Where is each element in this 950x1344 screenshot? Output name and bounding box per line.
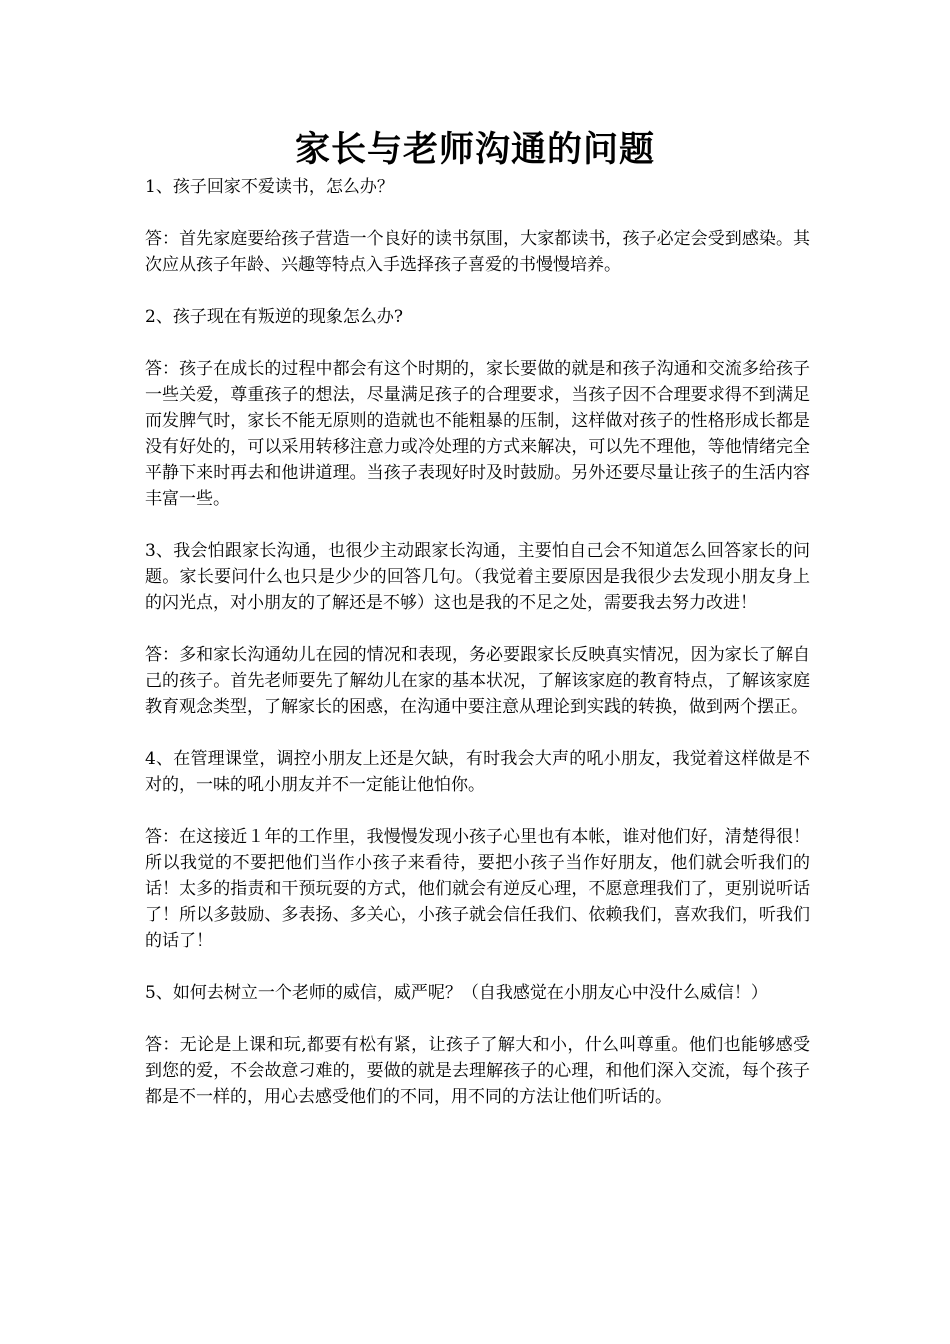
answer-2: 答：孩子在成长的过程中都会有这个时期的，家长要做的就是和孩子沟通和交流多给孩子一些关爱，尊重孩子的想法，尽量满足孩子的合理要求，当孩子因不合理要求得不到满足而发脾气时，家长不能无原则的造就也不能粗暴的压制，这样做对孩子的性格形成长都是没有好处的，可以采用转移注意力或冷处理的方式来解决，可以先不理他，等他情绪完全平静下来时再去和他讲道理。当孩子表现好时及时鼓励。另外还要尽量让孩子的生活内容丰富一些。 bbox=[145, 359, 810, 509]
document-title: 家长与老师沟通的问题 bbox=[294, 129, 655, 170]
answer-4: 答：在这接近１年的工作里，我慢慢发现小孩子心里也有本帐，谁对他们好，清楚得很！所以我觉的不要把他们当作小孩子来看待，要把小孩子当作好朋友，他们就会听我们的话！太多的指责和干预玩耍的方式，他们就会有逆反心理，不愿意理我们了，更别说听话了！所以多鼓励、多表扬、多关心，小孩子就会信任我们、依赖我们，喜欢我们，听我们的话了！ bbox=[145, 827, 810, 951]
paragraph-spacer bbox=[145, 200, 810, 226]
question-4: 4、在管理课堂，调控小朋友上还是欠缺，有时我会大声的吼小朋友，我觉着这样做是不对的，一味的吼小朋友并不一定能让他怕你。 bbox=[145, 749, 810, 795]
question-3: 3、我会怕跟家长沟通，也很少主动跟家长沟通，主要怕自己会不知道怎么回答家长的问题。家长要问什么也只是少少的回答几句。（我觉着主要原因是我很少去发现小朋友身上的闪光点，对小朋友的了解还是不够）这也是我的不足之处，需要我去努力改进！ bbox=[145, 541, 810, 613]
answer-3: 答：多和家长沟通幼儿在园的情况和表现，务必要跟家长反映真实情况，因为家长了解自己的孩子。首先老师要先了解幼儿在家的基本状况，了解该家庭的教育特点，了解该家庭教育观念类型，了解家长的困惑，在沟通中要注意从理论到实践的转换，做到两个摆正。 bbox=[145, 645, 810, 717]
paragraph-spacer bbox=[145, 278, 810, 304]
answer-1: 答：首先家庭要给孩子营造一个良好的读书氛围，大家都读书，孩子必定会受到感染。其次应从孩子年龄、兴趣等特点入手选择孩子喜爱的书慢慢培养。 bbox=[145, 229, 810, 275]
paragraph-spacer bbox=[145, 616, 810, 642]
question-1: 1、孩子回家不爱读书，怎么办？ bbox=[145, 177, 394, 197]
question-5: 5、如何去树立一个老师的威信，威严呢？（自我感觉在小朋友心中没什么威信！） bbox=[145, 983, 768, 1003]
question-2: 2、孩子现在有叛逆的现象怎么办? bbox=[145, 307, 403, 327]
paragraph-spacer bbox=[145, 798, 810, 824]
paragraph-spacer bbox=[145, 1006, 810, 1032]
document-page bbox=[145, 128, 810, 1110]
paragraph-spacer bbox=[145, 954, 810, 980]
answer-5: 答：无论是上课和玩,都要有松有紧，让孩子了解大和小，什么叫尊重。他们也能够感受到您的爱，不会故意刁难的，要做的就是去理解孩子的心理，和他们深入交流，每个孩子都是不一样的，用心去感受他们的不同，用不同的方法让他们听话的。 bbox=[145, 1035, 810, 1107]
paragraph-spacer bbox=[145, 330, 810, 356]
paragraph-spacer bbox=[145, 512, 810, 538]
paragraph-spacer bbox=[145, 720, 810, 746]
